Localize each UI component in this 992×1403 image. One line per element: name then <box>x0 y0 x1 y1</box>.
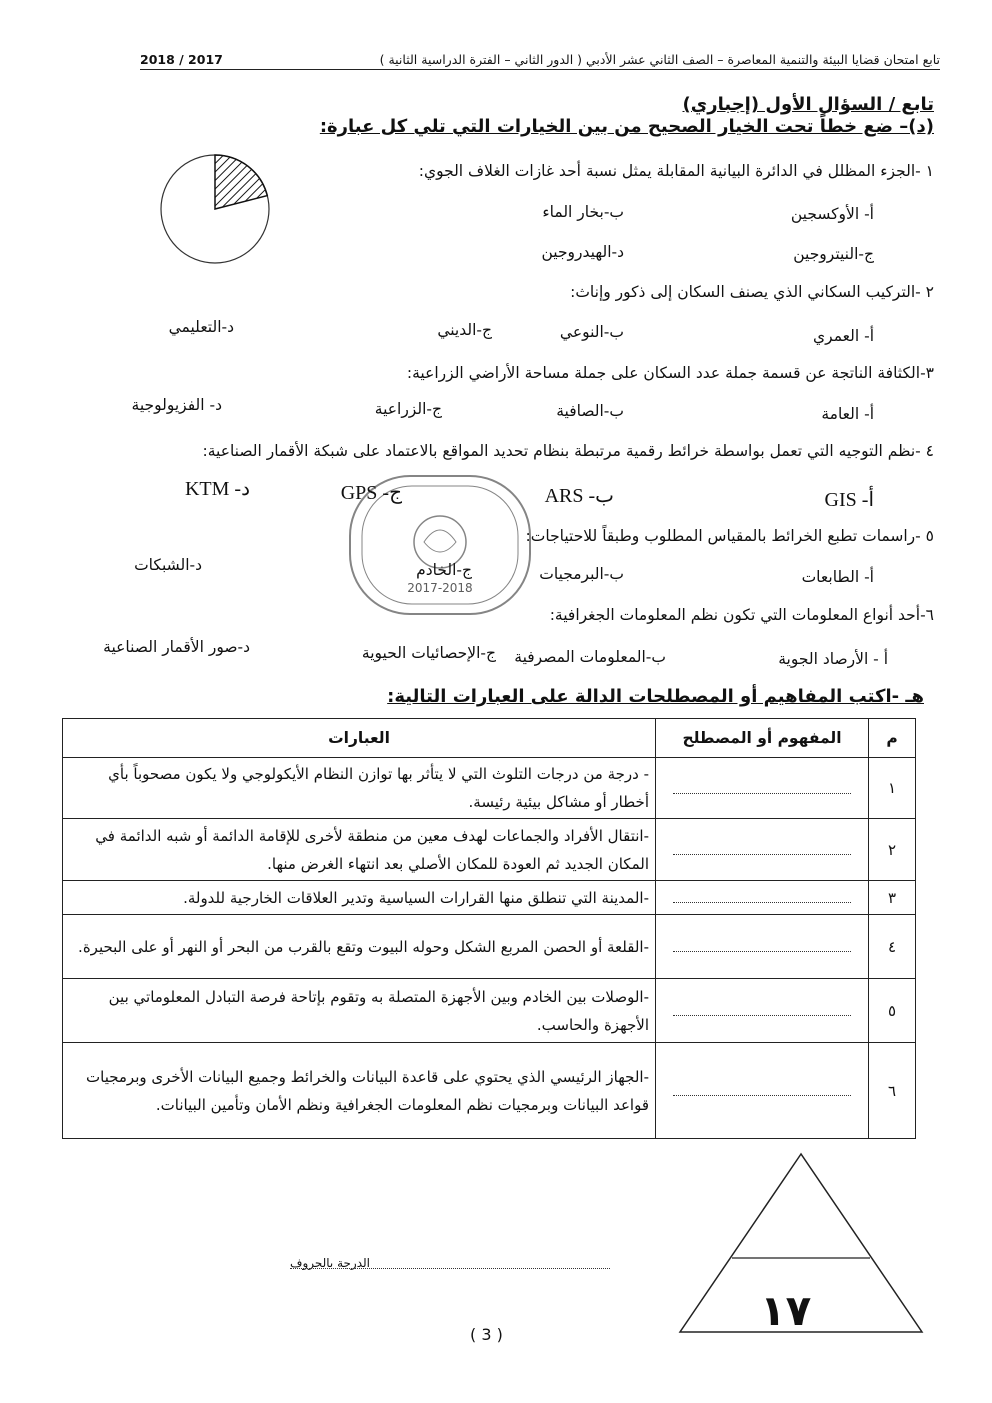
table-row <box>63 1043 916 1139</box>
q3-option-a[interactable]: أ- العامة <box>821 405 874 423</box>
row-number: ٤ <box>869 915 916 979</box>
q2-option-b[interactable]: ب-النوعي <box>559 323 624 341</box>
question-3: ٣-الكثافة الناتجة عن قسمة جملة عدد السكان على جملة مساحة الأراضي الزراعية: <box>406 364 934 382</box>
q6-option-d[interactable]: د-صور الأقمار الصناعية <box>103 638 250 656</box>
q1-option-b[interactable]: ب-بخار الماء <box>542 203 624 221</box>
row-number: ٢ <box>869 819 916 881</box>
grade-digits: ١٧ <box>760 1286 812 1335</box>
question-4: ٤ -نظم التوجيه التي تعمل بواسطة خرائط رقمية مرتبطة بنظام تحديد المواقع بالاعتماد على شبكة الأقمار الصناعية: <box>202 442 934 460</box>
row-number: ٥ <box>869 979 916 1043</box>
header-num: م <box>869 719 916 758</box>
q4-option-d[interactable]: د- KTM <box>184 478 250 500</box>
row-number: ١ <box>869 758 916 819</box>
row-statement: -المدينة التي تنطلق منها القرارات السياسية وتدير العلاقات الخارجية للدولة. <box>63 881 656 915</box>
row-statement: -انتقال الأفراد والجماعات لهدف معين من منطقة لأخرى للإقامة الدائمة أو شبه الدائمة في المكان الجديد ثم العودة للمكان الأصلي بعد انتهاء الغرض منها. <box>63 819 656 881</box>
q2-option-c[interactable]: ج-الديني <box>437 321 492 339</box>
q6-option-b[interactable]: ب-المعلومات المصرفية <box>514 648 666 666</box>
row-number: ٣ <box>869 881 916 915</box>
question-1: ١ -الجزء المظلل في الدائرة البيانية المقابلة يمثل نسبة أحد غازات الغلاف الجوي: <box>418 162 934 180</box>
row-statement: -الوصلات بين الخادم وبين الأجهزة المتصلة به وتقوم بإتاحة فرصة التبادل المعلوماتي بين الأجهزة والحاسب. <box>63 979 656 1043</box>
row-statement: -الجهاز الرئيسي الذي يحتوي على قاعدة البيانات والخرائط وجميع البيانات الأخرى وبرمجيات قواعد البيانات وبرمجيات نظم المعلومات الجغرافية ونظم الأمان وتأمين البيانات. <box>63 1043 656 1139</box>
header-term: المفهوم أو المصطلح <box>656 719 869 758</box>
grade-label: الدرجة بالحروف <box>290 1256 371 1270</box>
q5-option-c[interactable]: ج-الخادم <box>416 561 472 579</box>
q3-option-d[interactable]: د- الفزيولوجية <box>131 396 222 414</box>
row-statement: - درجة من درجات التلوث التي لا يتأثر بها توازن النظام الأيكولوجي ولا يكون مصحوباً بأي أخطار أو مشاكل بيئية رئيسة. <box>63 758 656 819</box>
q3-option-b[interactable]: ب-الصافية <box>556 402 624 420</box>
answer-field[interactable] <box>656 758 869 819</box>
answer-field[interactable] <box>656 979 869 1043</box>
pie-chart <box>158 152 276 270</box>
part-d-title: (د)– ضع خطاً تحت الخيار الصحيح من بين الخيارات التي تلي كل عبارة: <box>319 116 934 137</box>
table-row <box>63 881 916 915</box>
stamp-year: 2017-2018 <box>407 581 473 595</box>
terms-table <box>62 718 916 1139</box>
part-h-title: هـ -اكتب المفاهيم أو المصطلحات الدالة على العبارات التالية: <box>387 686 924 707</box>
q2-option-a[interactable]: أ- العمري <box>813 327 874 345</box>
q2-option-d[interactable]: د-التعليمي <box>168 318 234 336</box>
answer-field[interactable] <box>656 881 869 915</box>
q6-option-c[interactable]: ج-الإحصائيات الحيوية <box>361 644 496 662</box>
q4-option-c[interactable]: ج- GPS <box>340 482 402 504</box>
header-statements: العبارات <box>63 719 656 758</box>
answer-field[interactable] <box>656 915 869 979</box>
question-2: ٢ -التركيب السكاني الذي يصنف السكان إلى ذكور وإناث: <box>570 283 934 301</box>
question-5: ٥ -راسمات تطبع الخرائط بالمقياس المطلوب وطبقاً للاحتياجات: <box>525 527 934 545</box>
q6-option-a[interactable]: أ - الأرصاد الجوية <box>778 650 888 668</box>
answer-field[interactable] <box>656 819 869 881</box>
answer-field[interactable] <box>656 1043 869 1139</box>
table-row <box>63 819 916 881</box>
page-number: ( 3 ) <box>470 1325 503 1344</box>
header-text: تابع امتحان قضايا البيئة والتنمية المعاصرة – الصف الثاني عشر الأدبي ( الدور الثاني – الفترة الدراسية الثانية ) <box>379 52 940 67</box>
q4-option-a[interactable]: أ- GIS <box>824 489 874 511</box>
section-heading: تابع / السؤال الأول (إجباري) <box>682 94 934 115</box>
grade-in-letters-field[interactable] <box>290 1268 610 1269</box>
q5-option-a[interactable]: أ- الطابعات <box>801 568 874 586</box>
table-row <box>63 915 916 979</box>
q4-option-b[interactable]: ب- ARS <box>544 485 614 507</box>
row-number: ٦ <box>869 1043 916 1139</box>
table-row <box>63 979 916 1043</box>
exam-header <box>140 52 940 70</box>
q1-option-c[interactable]: ج-النيتروجين <box>793 245 874 263</box>
q1-option-a[interactable]: أ- الأوكسجين <box>790 205 874 223</box>
table-row <box>63 758 916 819</box>
terms-header-row <box>63 719 916 758</box>
header-year: 2018 / 2017 <box>140 52 223 67</box>
q5-option-b[interactable]: ب-البرمجيات <box>539 565 624 583</box>
school-stamp <box>340 470 540 620</box>
question-6: ٦-أحد أنواع المعلومات التي تكون نظم المعلومات الجغرافية: <box>549 606 934 624</box>
q1-option-d[interactable]: د-الهيدروجين <box>541 243 624 261</box>
q3-option-c[interactable]: ج-الزراعية <box>374 400 442 418</box>
row-statement: -القلعة أو الحصن المربع الشكل وحوله البيوت وتقع بالقرب من البحر أو النهر أو على البحيرة. <box>63 915 656 979</box>
q5-option-d[interactable]: د-الشبكات <box>134 556 202 574</box>
